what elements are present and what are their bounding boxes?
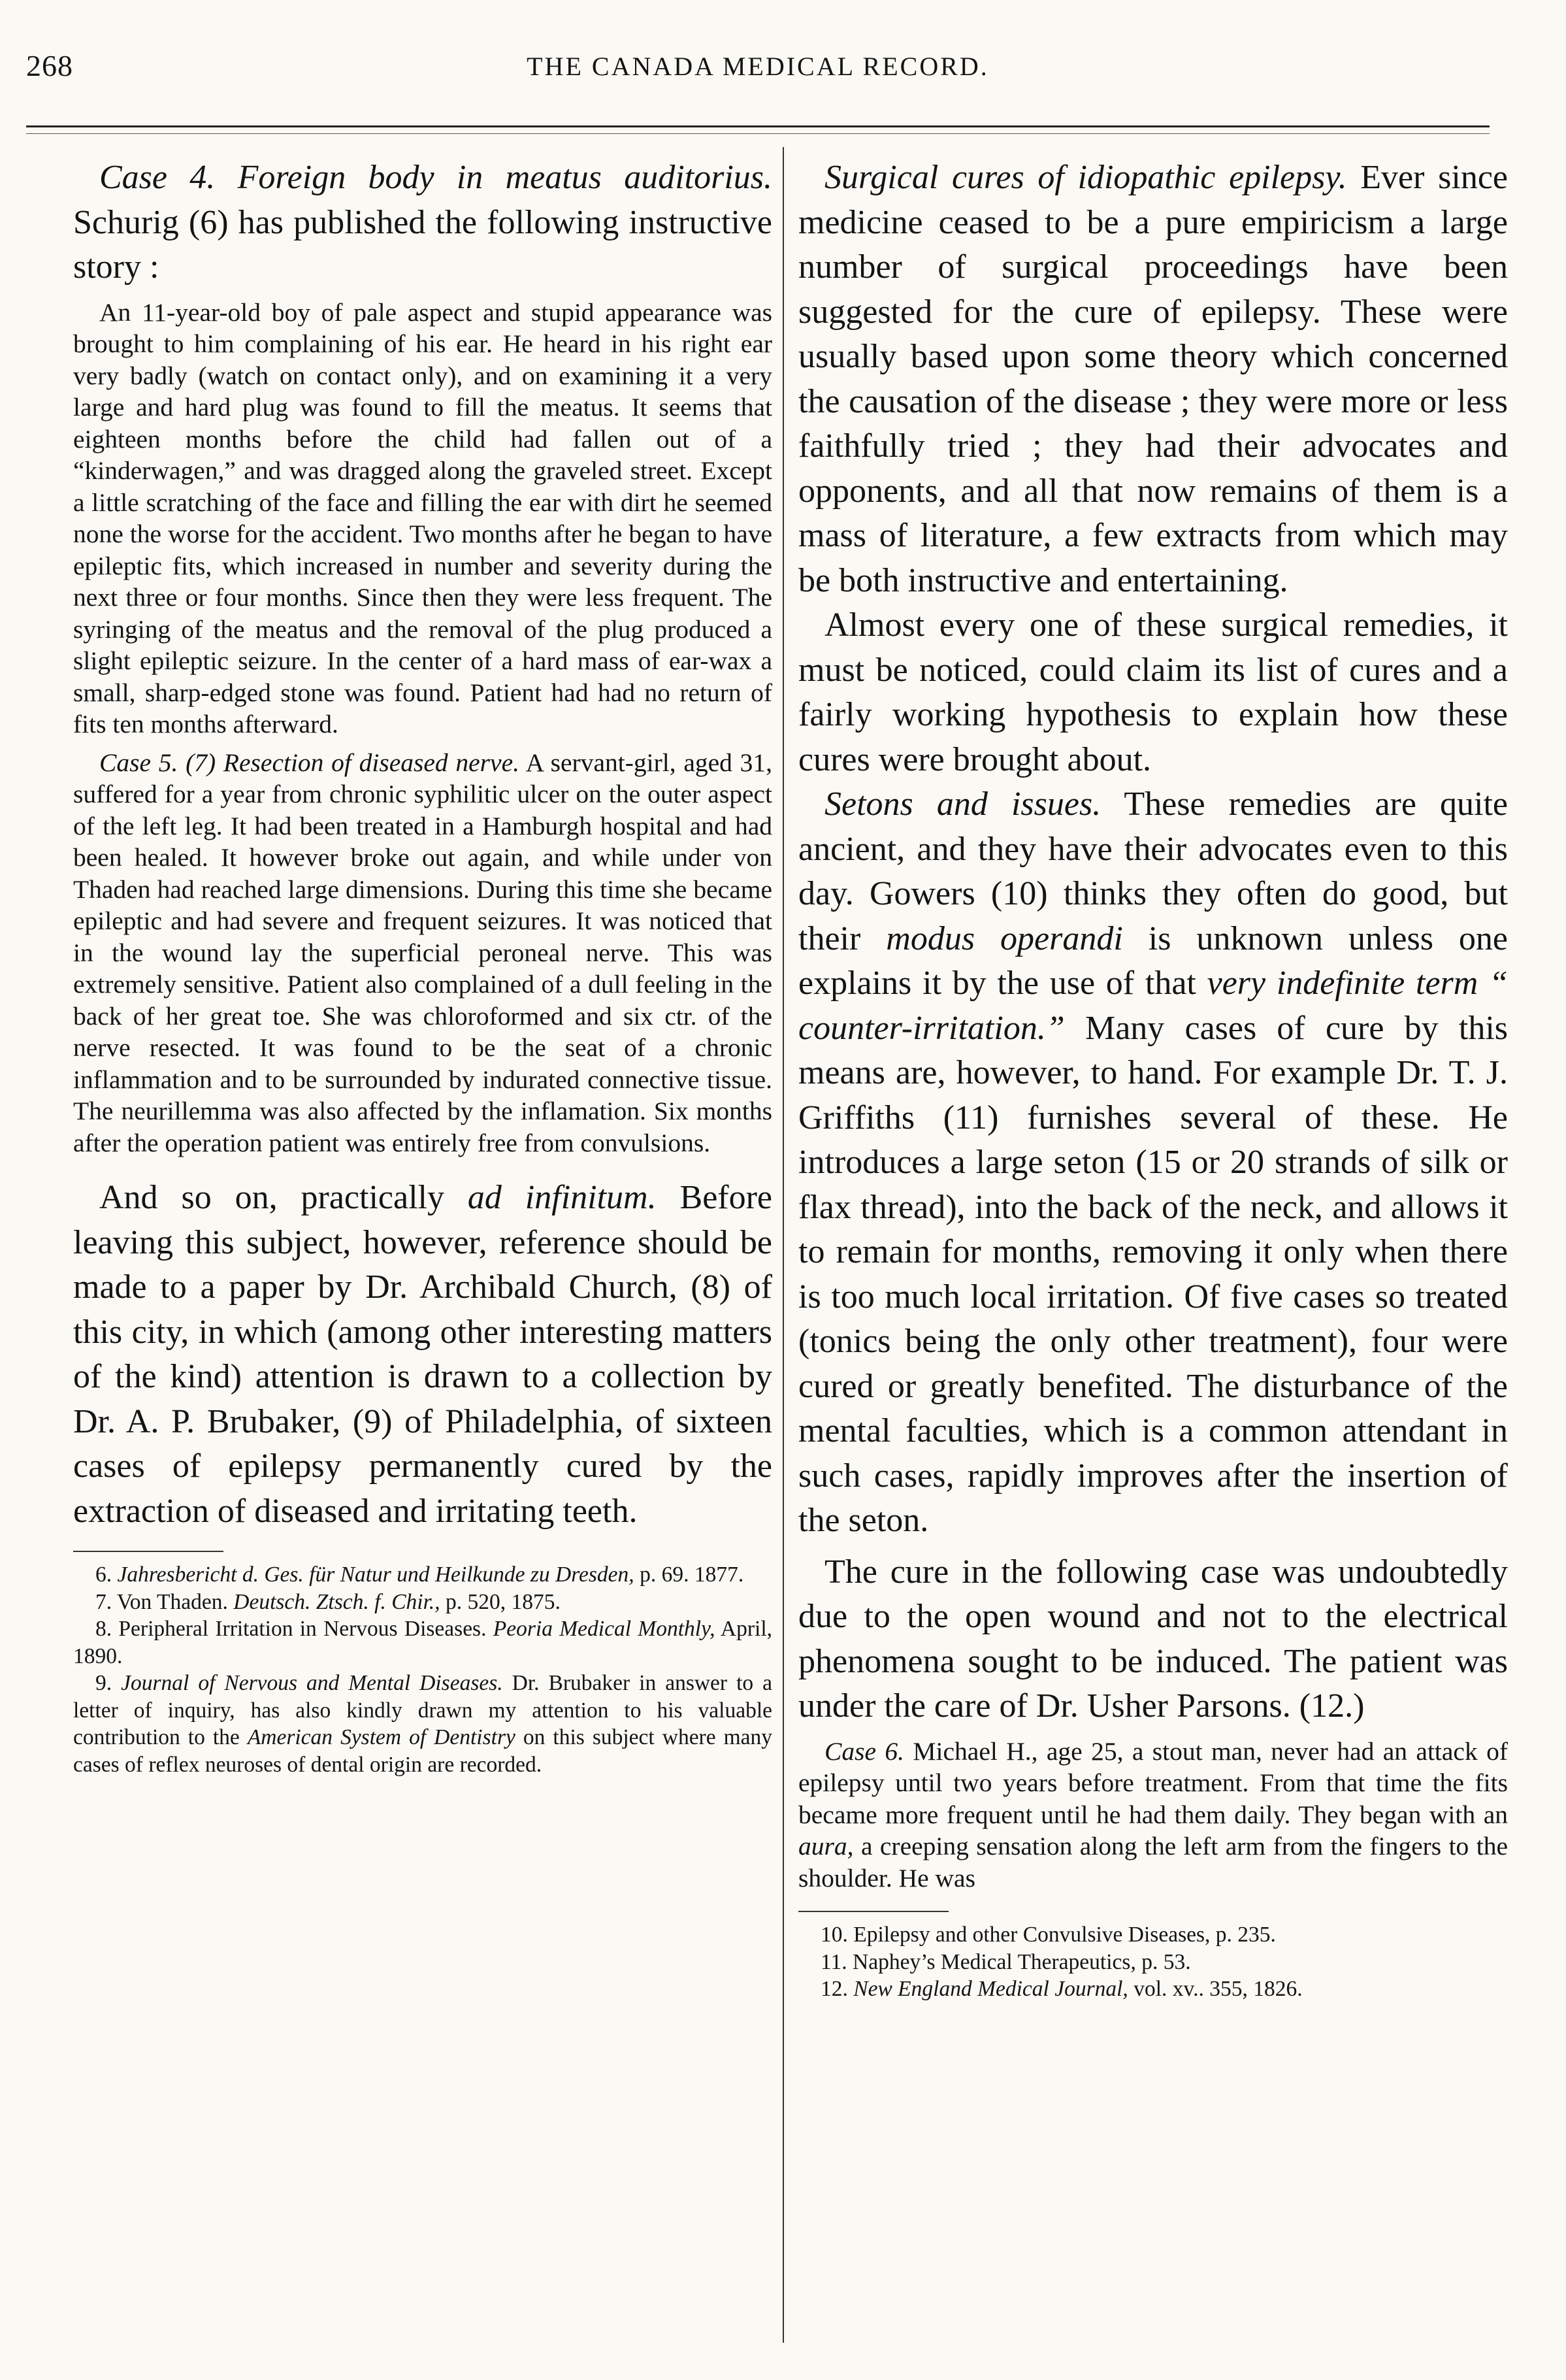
case6-italic: aura, xyxy=(798,1832,854,1860)
case4-intro-paragraph xyxy=(73,156,772,290)
footnote-number: 10. xyxy=(821,1923,848,1947)
setons-paragraph xyxy=(798,782,1508,1544)
footnote-text: on this subject where many cases of reflex neuroses of dental origin are recorded. xyxy=(73,1725,773,1777)
case6-paragraph xyxy=(798,1736,1508,1894)
footnote-7 xyxy=(73,1589,772,1616)
footnote-number: 9. xyxy=(95,1671,112,1695)
footnote-8 xyxy=(73,1615,772,1670)
footnote-number: 7. xyxy=(95,1589,112,1614)
header-rule-thin xyxy=(26,133,1490,134)
footnote-text: Von Thaden. xyxy=(116,1589,228,1614)
summary-italic: ad infinitum. xyxy=(467,1179,657,1216)
footnote-9 xyxy=(73,1670,772,1778)
footnote-text: p. 69. 1877. xyxy=(640,1562,744,1587)
footnote-italic: New England Medical Journal, xyxy=(853,1977,1128,2001)
remedies-paragraph: Almost every one of these surgical remedies, it must be noticed, could claim its list of cures and a fairly working hypothesis to explain how these cures were brought about. xyxy=(798,606,1508,778)
footnote-text: Naphey’s Medical Therapeutics, p. 53. xyxy=(853,1949,1191,1974)
footnote-text: vol. xv.. 355, 1826. xyxy=(1134,1977,1303,2001)
setons-italic-1: modus operandi xyxy=(886,919,1123,957)
footnote-italic: Peoria Medical Monthly, xyxy=(493,1617,715,1641)
footnote-text: Dr. Brubaker in answer to a letter of inquiry, has also kindly drawn my attention to his valuable contribution to the xyxy=(73,1671,772,1749)
setons-italic-2: very indefinite term “ counter-irritation.” xyxy=(798,965,1509,1047)
footnote-text: Peripheral Irritation in Nervous Diseases. xyxy=(118,1617,487,1641)
cure-case-paragraph: The cure in the following case was undoubtedly due to the open wound and not to the electrical phenomena sought to be induced. The patient was under the care of Dr. Usher Parsons. (12.) xyxy=(798,1553,1508,1725)
surgical-cures-title: Surgical cures of idiopathic epilepsy. xyxy=(824,159,1347,196)
footnote-10 xyxy=(798,1921,1508,1949)
footnote-italic: Deutsch. Ztsch. f. Chir., xyxy=(233,1589,440,1614)
footnote-12 xyxy=(798,1975,1508,2003)
surgical-cures-paragraph xyxy=(798,156,1508,603)
case5-body: A servant-girl, aged 31, suffered for a year from chronic syphilitic ulcer on the outer aspect of the left leg. It had been treated in a Hamburgh hospital and had been healed. It however broke out again, and while under von Thaden had reached large dimensions. During this time she became epileptic and had severe and frequent seizures. It was noticed that in the wound lay the superficial peroneal nerve. This was extremely sensitive. Patient also complained of a dull feeling in the back of her great toe. She was chloroformed and six ctr. of the nerve resected. It was found to be the seat of a chronic inflammation and to be surrounded by indurated connective tissue. The neurillemma was also affected by the inflamation. Six months after the operation patient was entirely free from convulsions. xyxy=(73,748,772,1157)
page-number: 268 xyxy=(26,49,73,82)
case6-body: Michael H., age 25, a stout man, never had an attack of epilepsy until two years before treatment. From that time the fits became more frequent until he had them daily. They began with an xyxy=(798,1736,1508,1829)
case5-paragraph xyxy=(73,747,772,1159)
footnote-italic: American System of Dentistry xyxy=(247,1725,515,1749)
footnote-number: 11. xyxy=(821,1949,847,1974)
case4-title: Foreign body in meatus auditorius. xyxy=(237,159,773,196)
header-rule xyxy=(26,125,1490,127)
footnote-italic: Journal of Nervous and Mental Diseases. xyxy=(121,1671,503,1695)
setons-text-c: Many cases of cure by this means are, however, to hand. For example Dr. T. J. Griffiths (11) furnishes several of these. He introduces a large seton (15 or 20 strands of silk or flax thread), into the back of the neck, and allows it to remain for months, removing it only when there is too much local irritation. Of five cases so treated (tonics being the only other treatment), four were cured or greatly benefited. The disturbance of the mental faculties, which is a common attendant in such cases, rapidly improves after the insertion of the seton. xyxy=(798,1009,1509,1539)
case6-heading: Case 6. xyxy=(824,1736,905,1766)
case5-heading: Case 5. (7) xyxy=(99,748,216,777)
case4-body: An 11-year-old boy of pale aspect and stupid appearance was brought to him complaining of his ear. He heard in his right ear very badly (watch on contact only), and on examining it a very large and hard plug was found to fill the meatus. It seems that eighteen months before the child had fallen out of a “kinderwagen,” and was dragged along the graveled street. Except a little scratching of the face and filling the ear with dirt he seemed none the worse for the accident. Two months after he began to have epileptic fits, which increased in number and severity during the next three or four months. Since then they were less frequent. The syringing of the meatus and the removal of the plug produced a slight epileptic seizure. In the center of a hard mass of ear-wax a small, sharp-edged stone was found. Patient had had no return of fits ten months afterward. xyxy=(73,297,772,738)
footnote-text: April, 1890. xyxy=(73,1617,773,1668)
page-header xyxy=(26,48,1490,101)
setons-text-b: is unknown unless one explains it by the use of that xyxy=(798,919,1508,1002)
left-column xyxy=(73,156,772,1778)
footnote-italic: Jahresbericht d. Ges. für Natur und Heilkunde zu Dresden, xyxy=(117,1562,634,1587)
case4-heading: Case 4. xyxy=(99,159,216,196)
surgical-cures-body: Ever since medicine ceased to be a pure empiricism a large number of surgical proceedings have been suggested for the cure of epilepsy. These were usually based upon some theory which concerned the causation of the disease ; they were more or less faithfully tried ; they had their advocates and opponents, and all that now remains of them is a mass of literature, a few extracts from which may be both instructive and entertaining. xyxy=(798,159,1508,599)
footnote-6 xyxy=(73,1561,772,1589)
footnote-number: 12. xyxy=(821,1977,848,2001)
case4-intro: Schurig (6) has published the following instructive story : xyxy=(73,203,772,286)
setons-title: Setons and issues. xyxy=(824,785,1101,823)
right-column xyxy=(798,156,1508,2003)
summary-text-b: Before leaving this subject, however, reference should be made to a paper by Dr. Archibald Church, (8) of this city, in which (among other interesting matters of the kind) attention is drawn to a collection by Dr. A. P. Brubaker, (9) of Philadelphia, of sixteen cases of epilepsy permanently cured by the extraction of diseased and irritating teeth. xyxy=(73,1179,773,1530)
footnote-rule-left xyxy=(73,1551,223,1552)
footnote-number: 6. xyxy=(95,1562,112,1587)
footnote-text: p. 520, 1875. xyxy=(446,1589,561,1614)
setons-text-a: These remedies are quite ancient, and they have their advocates even to this day. Gowers (10) thinks they often do good, but their xyxy=(798,785,1509,957)
case6-body-2: a creeping sensation along the left arm from the fingers to the shoulder. He was xyxy=(798,1832,1508,1892)
footnote-11 xyxy=(798,1949,1508,1976)
footnote-text: Epilepsy and other Convulsive Diseases, p. 235. xyxy=(853,1923,1276,1947)
footnote-rule-right xyxy=(798,1911,949,1912)
footnote-number: 8. xyxy=(95,1617,112,1641)
summary-text-a: And so on, practically xyxy=(99,1179,444,1216)
case5-title: Resection of diseased nerve. xyxy=(223,748,519,777)
summary-paragraph xyxy=(73,1176,772,1534)
column-divider xyxy=(783,147,784,2343)
running-title: THE CANADA MEDICAL RECORD. xyxy=(527,52,989,81)
